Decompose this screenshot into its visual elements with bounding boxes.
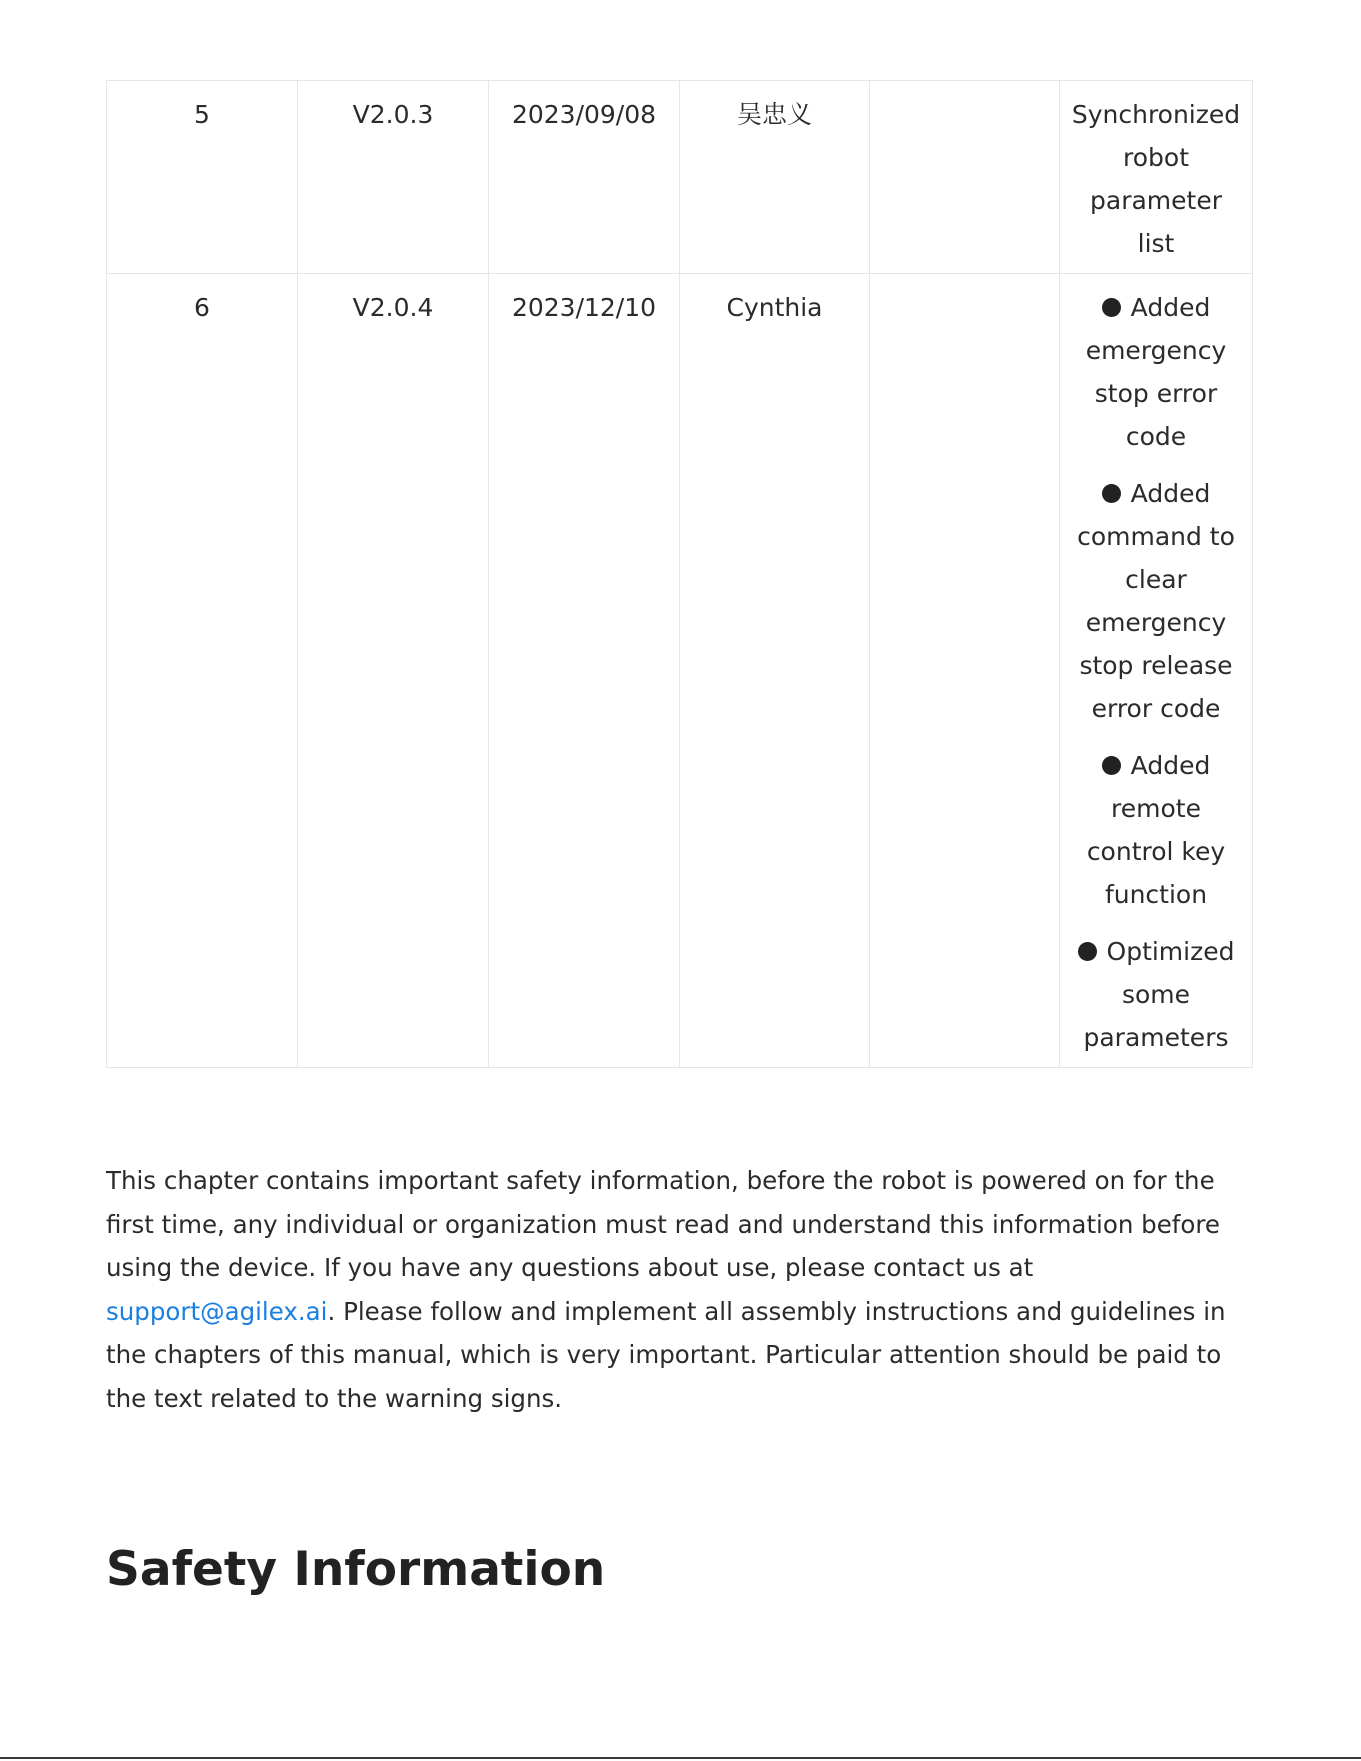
cell-author: Cynthia	[680, 274, 870, 1068]
bullet-line: Added	[1130, 293, 1211, 322]
bullet-icon	[1102, 756, 1121, 775]
cell-author: 吴忠义	[680, 81, 870, 274]
bullet-item	[1066, 744, 1246, 916]
bullet-line: parameters	[1083, 1023, 1229, 1052]
cell-version: V2.0.4	[298, 274, 489, 1068]
cell-description	[1060, 81, 1253, 274]
bullet-line: emergency	[1085, 336, 1227, 365]
description-line: list	[1137, 229, 1175, 258]
intro-text: This chapter contains important safety information, before the robot is powered on for the first time, any individual or organization must read and understand this information before using the device. If you have any questions about use, please contact us at	[106, 1166, 1221, 1282]
bullet-line: Added	[1130, 479, 1211, 508]
revision-history-table	[106, 80, 1253, 1068]
table-row	[107, 274, 1253, 1068]
cell-description	[1060, 274, 1253, 1068]
bullet-icon	[1078, 942, 1097, 961]
page-bottom-rule	[0, 1757, 1361, 1759]
bullet-line: control key	[1086, 837, 1226, 866]
cell-version: V2.0.3	[298, 81, 489, 274]
bullet-line: stop error	[1094, 379, 1218, 408]
bullet-line: Added	[1130, 751, 1211, 780]
bullet-icon	[1102, 484, 1121, 503]
bullet-icon	[1102, 298, 1121, 317]
bullet-line: some	[1121, 980, 1191, 1009]
cell-date: 2023/09/08	[489, 81, 680, 274]
bullet-item	[1066, 286, 1246, 458]
intro-text-continued: . Please follow and implement all assembly instructions and guidelines in the chapters of this manual, which is very important. Particular attention should be paid to the text related to the warning signs.	[106, 1296, 1226, 1413]
bullet-line: emergency	[1085, 608, 1227, 637]
bullet-item	[1066, 930, 1246, 1059]
bullet-item	[1066, 472, 1246, 730]
bullet-line: remote	[1111, 794, 1201, 823]
section-heading: Safety Information	[106, 1542, 606, 1597]
cell-reviewer	[870, 274, 1060, 1068]
safety-intro-paragraph	[106, 1159, 1246, 1420]
bullet-line: code	[1125, 422, 1187, 451]
description-line: parameter	[1090, 186, 1222, 215]
cell-no: 5	[107, 81, 298, 274]
cell-date: 2023/12/10	[489, 274, 680, 1068]
table-row	[107, 81, 1253, 274]
description-line: robot	[1123, 143, 1189, 172]
cell-no: 6	[107, 274, 298, 1068]
cell-reviewer	[870, 81, 1060, 274]
description-line: Synchronized	[1071, 100, 1241, 129]
support-email-link[interactable]: support@agilex.ai	[106, 1296, 328, 1326]
bullet-line: clear	[1125, 565, 1187, 594]
bullet-line: stop release	[1079, 651, 1233, 680]
bullet-line: function	[1104, 880, 1208, 909]
bullet-line: command to	[1077, 522, 1235, 551]
bullet-line: error code	[1091, 694, 1221, 723]
bullet-line: Optimized	[1106, 937, 1235, 966]
